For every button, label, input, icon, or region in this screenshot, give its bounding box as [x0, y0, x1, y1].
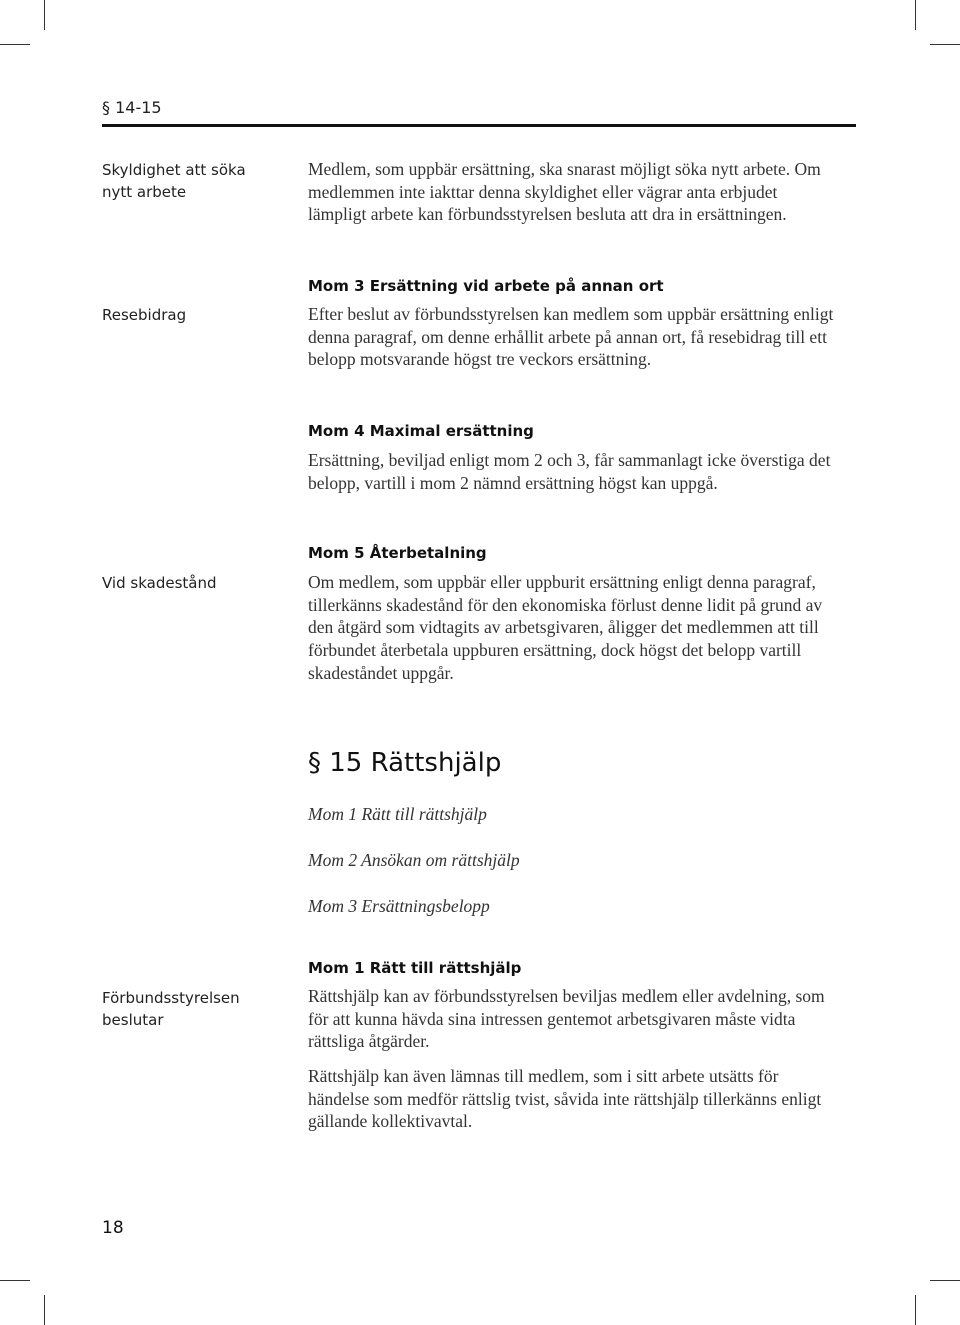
heading-mom5: Mom 5 Återbetalning — [308, 544, 487, 562]
header-rule — [102, 124, 856, 127]
crop-mark — [915, 1295, 916, 1325]
section-title: § 15 Rättshjälp — [308, 748, 502, 778]
crop-mark — [0, 44, 30, 45]
margin-note-resebidrag: Resebidrag — [102, 306, 187, 324]
paragraph-s15-mom1-1: Rättshjälp kan av förbundsstyrelsen beviljas medlem eller avdelning, som för att kunna hävda sina intressen gentemot arbetsgivaren måste vidta rättsliga åtgärder. — [308, 986, 825, 1052]
heading-s15-mom1: Mom 1 Rätt till rättshjälp — [308, 959, 522, 977]
crop-mark — [0, 1280, 30, 1281]
paragraph-mom3: Efter beslut av förbundsstyrelsen kan medlem som uppbär ersättning enligt denna paragraf, om denne erhållit arbete på annan ort, få resebidrag till ett belopp motsvarande högst tre veckors ersättning. — [308, 304, 834, 370]
heading-mom4: Mom 4 Maximal ersättning — [308, 422, 534, 440]
toc-item: Mom 1 Rätt till rättshjälp — [308, 804, 487, 824]
page-number: 18 — [102, 1218, 124, 1238]
margin-note-forbundsstyrelsen: Förbundsstyrelsen beslutar — [102, 989, 240, 1029]
margin-note-skadestand: Vid skadestånd — [102, 574, 217, 592]
toc-item: Mom 2 Ansökan om rättshjälp — [308, 850, 520, 870]
paragraph-mom5: Om medlem, som uppbär eller uppburit ersättning enligt denna paragraf, tillerkänns skadestånd för den ekonomiska förlust denne lidit på grund av den åtgärd som vidtagits av arbetsgivaren, åligger det medlemmen att till förbundet återbetala uppburen ersättning, dock högst det belopp vartill skadeståndet uppgår. — [308, 572, 823, 683]
heading-mom3: Mom 3 Ersättning vid arbete på annan ort — [308, 277, 664, 295]
crop-mark — [930, 1280, 960, 1281]
paragraph-skyldighet: Medlem, som uppbär ersättning, ska snarast möjligt söka nytt arbete. Om medlemmen inte iakttar denna skyldighet eller vägrar anta erbjudet lämpligt arbete kan förbundsstyrelsen besluta att dra in ersättningen. — [308, 159, 821, 225]
crop-mark — [930, 44, 960, 45]
paragraph-mom4: Ersättning, beviljad enligt mom 2 och 3, får sammanlagt icke överstiga det belopp, vartill i mom 2 nämnd ersättning högst kan uppgå. — [308, 450, 831, 493]
toc-item: Mom 3 Ersättningsbelopp — [308, 896, 490, 916]
crop-mark — [44, 1295, 45, 1325]
margin-note-skyldighet: Skyldighet att söka nytt arbete — [102, 161, 246, 201]
crop-mark — [915, 0, 916, 30]
running-header: § 14-15 — [102, 98, 162, 117]
paragraph-s15-mom1-2: Rättshjälp kan även lämnas till medlem, som i sitt arbete utsätts för händelse som medför rättslig tvist, såvida inte rättshjälp tillerkänns enligt gällande kollektivavtal. — [308, 1066, 822, 1132]
crop-mark — [44, 0, 45, 30]
